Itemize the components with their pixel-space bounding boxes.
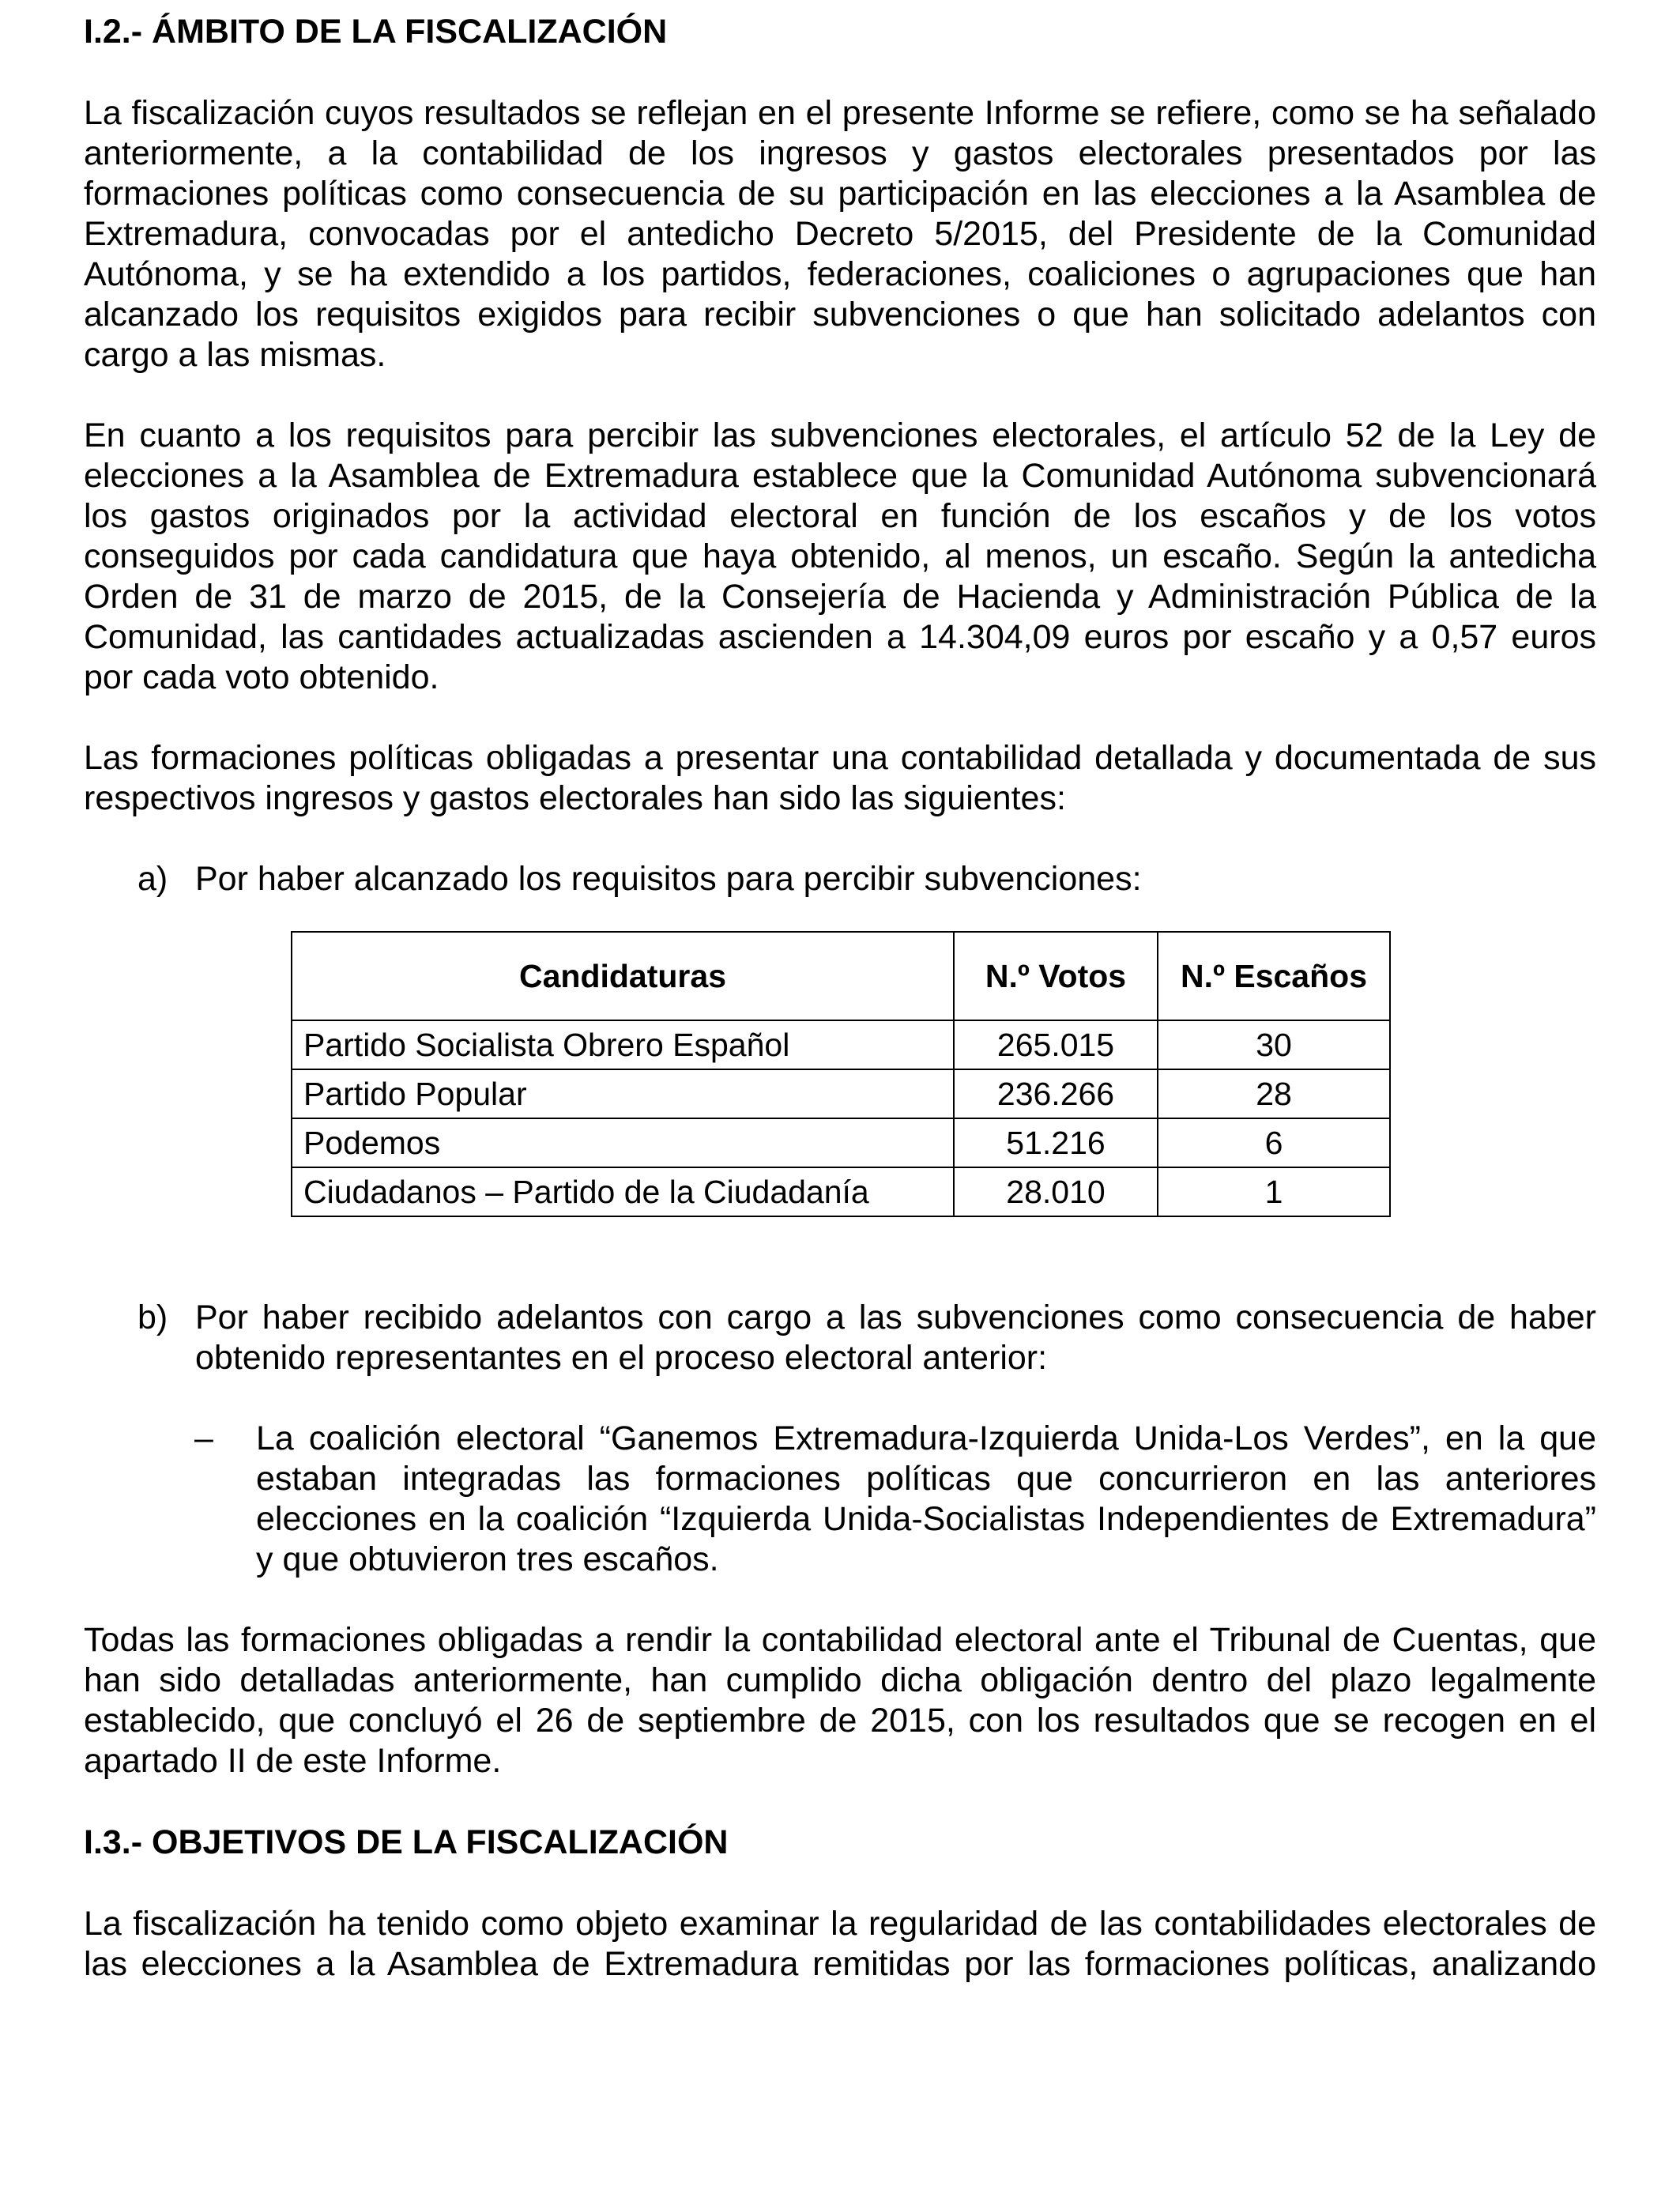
table-cell-escanos: 28 xyxy=(1158,1069,1390,1118)
candidaturas-table xyxy=(291,931,1391,1217)
table-cell-votos: 51.216 xyxy=(954,1118,1158,1167)
list-marker-a: a) xyxy=(137,860,168,898)
dash-list-item xyxy=(194,1419,1596,1580)
table-row xyxy=(292,1020,1390,1069)
table-header-candidaturas: Candidaturas xyxy=(292,932,954,1020)
dash-item-text: La coalición electoral “Ganemos Extremadura-Izquierda Unida-Los Verdes”, en la que estaban integradas las formaciones políticas que concurrieron en las anteriores elecciones en la coalición “Izquierda Unida-Socialistas Independientes de Extremadura” y que obtuvieron tres escaños. xyxy=(256,1419,1596,1578)
table-header-votos: N.º Votos xyxy=(954,932,1158,1020)
section-heading-objetivos: I.3.- OBJETIVOS DE LA FISCALIZACIÓN xyxy=(84,1823,729,1861)
paragraph-ambito-intro: La fiscalización cuyos resultados se reflejan en el presente Informe se refiere, como se ha señalado anteriormente, a la contabilidad de los ingresos y gastos electorales presentados por las formaciones políticas como consecuencia de su participación en las elecciones a la Asamblea de Extremadura, convocadas por el antedicho Decreto 5/2015, del Presidente de la Comunidad Autónoma, y se ha extendido a los partidos, federaciones, coaliciones o agrupaciones que han alcanzado los requisitos exigidos para recibir subvenciones o que han solicitado adelantos con cargo a las mismas. xyxy=(84,94,1596,374)
list-text-b: Por haber recibido adelantos con cargo a las subvenciones como consecuencia de haber obtenido representantes en el proceso electoral anterior: xyxy=(195,1299,1596,1377)
table-cell-candidatura: Podemos xyxy=(292,1118,954,1167)
list-item-b xyxy=(137,1298,1596,1378)
table-cell-escanos: 6 xyxy=(1158,1118,1390,1167)
list-marker-b: b) xyxy=(137,1299,168,1336)
table-header-row xyxy=(292,932,1390,1020)
paragraph-requisitos: En cuanto a los requisitos para percibir las subvenciones electorales, el artículo 52 de la Ley de elecciones a la Asamblea de Extremadura establece que la Comunidad Autónoma subvencionará los gastos originados por la actividad electoral en función de los escaños y de los votos conseguidos por cada candidatura que haya obtenido, al menos, un escaño. Según la antedicha Orden de 31 de marzo de 2015, de la Consejería de Hacienda y Administración Pública de la Comunidad, las cantidades actualizadas ascienden a 14.304,09 euros por escaño y a 0,57 euros por cada voto obtenido. xyxy=(84,417,1596,696)
table-cell-escanos: 1 xyxy=(1158,1167,1390,1216)
table-cell-candidatura: Partido Popular xyxy=(292,1069,954,1118)
paragraph-cumplimiento: Todas las formaciones obligadas a rendir la contabilidad electoral ante el Tribunal de Cuentas, que han sido detalladas anteriormente, han cumplido dicha obligación dentro del plazo legalmente establecido, que concluyó el 26 de septiembre de 2015, con los resultados que se recogen en el apartado II de este Informe. xyxy=(84,1621,1596,1780)
table-cell-votos: 28.010 xyxy=(954,1167,1158,1216)
paragraph-formaciones: Las formaciones políticas obligadas a presentar una contabilidad detallada y documentada de sus respectivos ingresos y gastos electorales han sido las siguientes: xyxy=(84,739,1596,817)
table-row xyxy=(292,1167,1390,1216)
list-text-a: Por haber alcanzado los requisitos para percibir subvenciones: xyxy=(195,860,1142,898)
table-row xyxy=(292,1069,1390,1118)
table-cell-candidatura: Ciudadanos – Partido de la Ciudadanía xyxy=(292,1167,954,1216)
table-cell-votos: 236.266 xyxy=(954,1069,1158,1118)
section-heading-ambito: I.2.- ÁMBITO DE LA FISCALIZACIÓN xyxy=(84,13,668,51)
table-cell-escanos: 30 xyxy=(1158,1020,1390,1069)
table-row xyxy=(292,1118,1390,1167)
table-header-escanos: N.º Escaños xyxy=(1158,932,1390,1020)
dash-marker: – xyxy=(194,1419,213,1457)
table-cell-votos: 265.015 xyxy=(954,1020,1158,1069)
table-cell-candidatura: Partido Socialista Obrero Español xyxy=(292,1020,954,1069)
paragraph-objetivos: La fiscalización ha tenido como objeto examinar la regularidad de las contabilidades electorales de las elecciones a la Asamblea de Extremadura remitidas por las formaciones políticas, analizando xyxy=(84,1905,1596,1983)
list-item-a xyxy=(137,859,1596,899)
